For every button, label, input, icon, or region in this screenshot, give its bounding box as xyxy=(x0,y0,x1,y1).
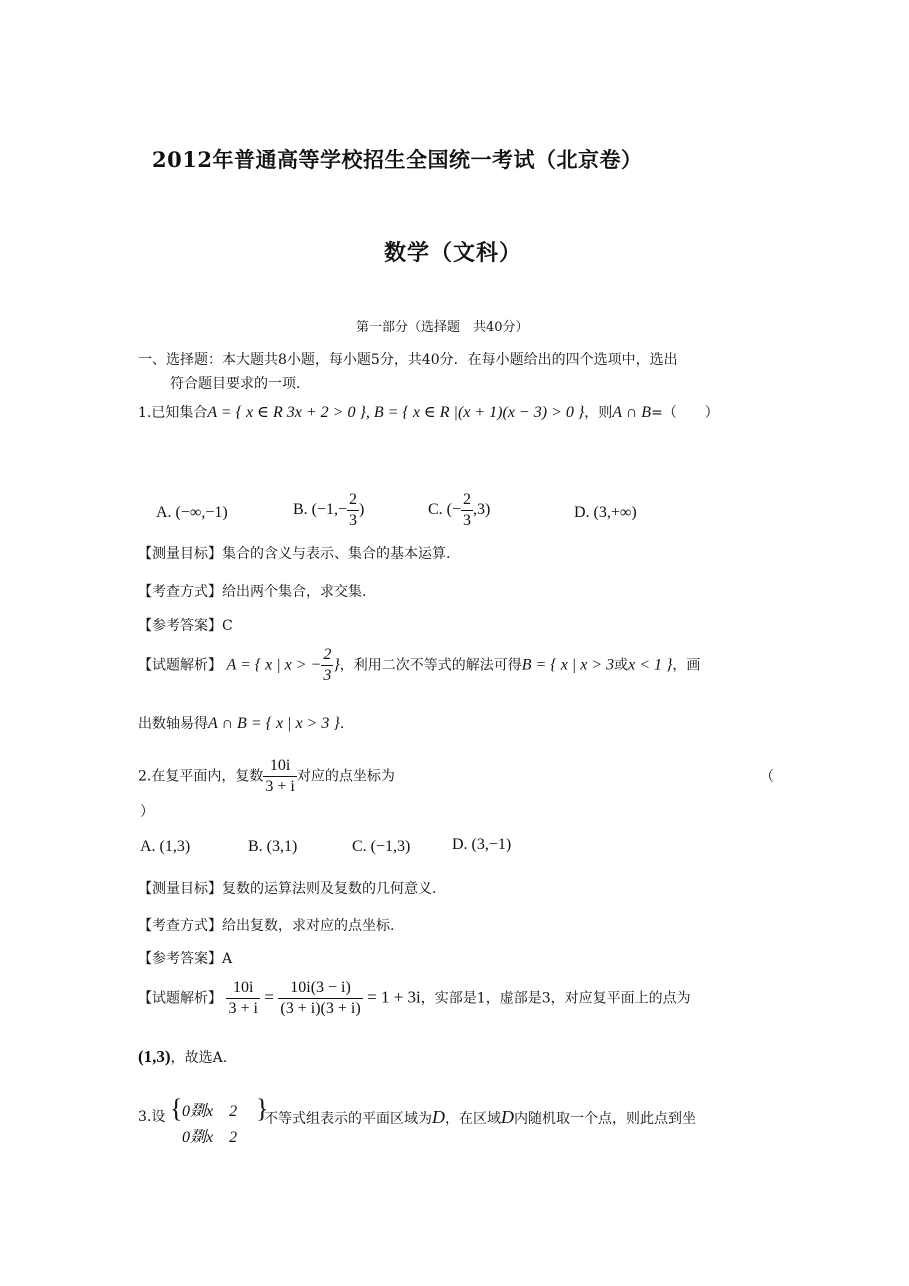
q1-option-b-den: 3 xyxy=(349,512,358,529)
q2-analysis-fraction2 xyxy=(278,978,362,1019)
q3-stem-mid: 不等式组表示的平面区域为 xyxy=(264,1111,432,1127)
q1-set-a: A = { x ∈ R 3x + 2 > 0 } xyxy=(207,404,366,421)
q1-analysis-den: 3 xyxy=(323,667,332,684)
q1-option-c-num: 2 xyxy=(461,490,473,511)
q1-analysis-set-b1: B = { x | x > 3 xyxy=(521,656,615,674)
q1-option-c xyxy=(428,490,490,531)
section-instruction-line2: 符合题目要求的一项． xyxy=(170,376,310,392)
q1-analysis-set-b2: x < 1 } xyxy=(628,656,673,674)
q1-option-b-pre: B. (−1,− xyxy=(293,501,348,519)
q1-option-b-post: ) xyxy=(359,501,365,519)
q1-analysis-set-a-pre: A = { x | x > − xyxy=(226,656,322,674)
q2-analysis-eq: = xyxy=(264,987,274,1007)
q1-option-d: D. (3,+∞) xyxy=(574,504,637,521)
q1-ask-prefix: ，则 xyxy=(584,405,613,421)
q3-stem-pre: 3.设 xyxy=(138,1109,166,1125)
exam-title: 2012年普通高等学校招生全国统一考试（北京卷） xyxy=(152,147,643,172)
q2-stem-num: 10i xyxy=(263,756,296,777)
q3-stem-rest xyxy=(264,1108,696,1128)
q1-option-b-fraction xyxy=(347,490,359,531)
q1-ask-suffix: =（ ） xyxy=(651,405,719,421)
q1-option-b-num: 2 xyxy=(347,490,359,511)
q1-analysis-end1: ，画 xyxy=(672,657,701,674)
q1-set-b: , B = { x ∈ R |(x + 1)(x − 3) > 0 } xyxy=(365,404,585,421)
q1-option-a: A. (−∞,−1) xyxy=(156,504,228,521)
q1-analysis-num: 2 xyxy=(321,645,333,666)
q2-paren-close: ） xyxy=(140,804,154,820)
q3-right-brace: } xyxy=(256,1094,269,1123)
q2-option-b: B. (3,1) xyxy=(248,838,298,855)
q1-target: 【测量目标】集合的含义与表示、集合的基本运算. xyxy=(138,546,451,562)
q3-row1: 0剟x 2 xyxy=(182,1103,238,1120)
q3-stem-mid2: ，在区域 xyxy=(445,1111,501,1127)
q2-answer: 【参考答案】A xyxy=(138,951,233,967)
q1-answer: 【参考答案】C xyxy=(138,618,233,634)
q2-point: (1,3) xyxy=(138,1047,171,1066)
q1-analysis-result: A ∩ B = { x | x > 3 } xyxy=(208,715,340,732)
q2-analysis-f2-num: 10i(3 − i) xyxy=(278,978,362,999)
q1-analysis-line2 xyxy=(138,715,344,733)
q1-stem xyxy=(138,404,719,422)
q1-analysis-or: 或 xyxy=(614,657,629,674)
q3-stem-end: 内随机取一个点，则此点到坐 xyxy=(514,1111,696,1127)
q2-stem-den: 3 + i xyxy=(265,778,295,795)
q3-row2: 0剟x 2 xyxy=(182,1129,238,1146)
q2-analysis-f1-num: 10i xyxy=(226,978,259,999)
q2-option-a: A. (1,3) xyxy=(140,838,191,855)
q1-analysis-set-a-post: } xyxy=(333,656,340,674)
q2-stem-pre: 2.在复平面内，复数 xyxy=(138,768,264,785)
q1-analysis-label: 【试题解析】 xyxy=(138,657,222,674)
exam-subtitle: 数学（文科） xyxy=(384,240,523,266)
q2-analysis-fraction1 xyxy=(226,978,259,1019)
q1-analysis-mid: ，利用二次不等式的解法可得 xyxy=(339,657,522,674)
q1-stem-text: 1.已知集合 xyxy=(138,405,208,421)
q2-analysis-label: 【试题解析】 xyxy=(138,990,222,1007)
q3-var-d: D xyxy=(432,1107,445,1127)
q2-target: 【测量目标】复数的运算法则及复数的几何意义. xyxy=(138,881,437,897)
q1-analysis-line2-text: 出数轴易得 xyxy=(138,716,208,732)
q1-option-c-den: 3 xyxy=(463,512,472,529)
q2-method: 【考查方式】给出复数，求对应的点坐标. xyxy=(138,918,395,934)
q2-analysis-eq2: = 1 + 3i xyxy=(367,987,421,1007)
q1-analysis xyxy=(138,645,700,686)
q2-option-c: C. (−1,3) xyxy=(352,838,411,855)
q1-method: 【考查方式】给出两个集合，求交集. xyxy=(138,584,367,600)
q2-stem-post: 对应的点坐标为 xyxy=(296,768,395,785)
q1-ask-expr: A ∩ B xyxy=(612,404,652,421)
q2-paren-open: （ xyxy=(760,769,774,785)
q2-conclude: ，故选A. xyxy=(170,1050,228,1066)
q2-analysis-f2-den: (3 + i)(3 + i) xyxy=(280,1000,361,1017)
q2-analysis-f1-den: 3 + i xyxy=(228,1000,258,1017)
q2-stem-fraction xyxy=(263,756,296,797)
q2-analysis-line2 xyxy=(138,1048,227,1067)
q2-analysis xyxy=(138,978,691,1019)
q3-left-brace: { xyxy=(170,1094,183,1123)
section-instruction-line1: 一、选择题：本大题共8小题，每小题5分，共40分．在每小题给出的四个选项中，选出 xyxy=(138,352,678,368)
q1-option-c-post: ,3) xyxy=(473,501,491,519)
q2-stem xyxy=(138,756,395,797)
q1-option-b xyxy=(293,490,364,531)
q2-option-d: D. (3,−1) xyxy=(452,836,512,853)
q1-option-c-fraction xyxy=(461,490,473,531)
q1-option-c-pre: C. (− xyxy=(428,501,462,519)
q3-var-d2: D xyxy=(501,1107,514,1127)
q2-analysis-text: ，实部是1，虚部是3，对应复平面上的点为 xyxy=(420,990,691,1007)
q1-analysis-dot: . xyxy=(339,716,345,732)
q1-analysis-fraction xyxy=(321,645,333,686)
part-heading: 第一部分（选择题 共40分） xyxy=(356,320,529,335)
